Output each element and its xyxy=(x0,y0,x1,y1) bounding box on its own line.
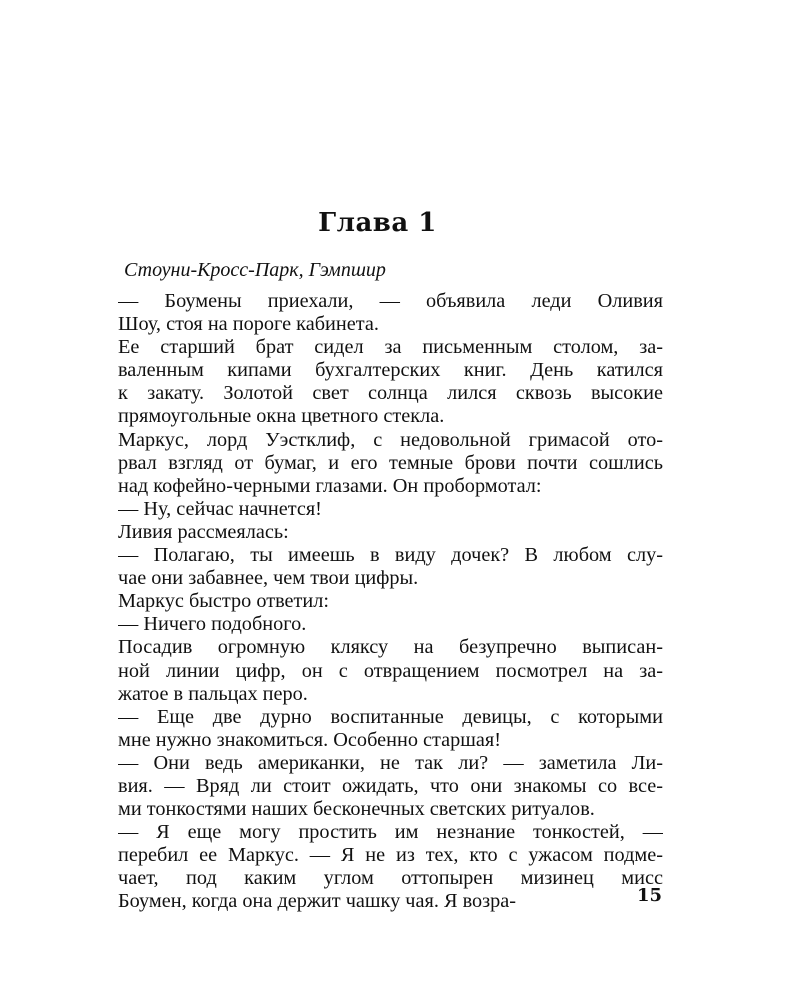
text-line: чае они забавнее, чем твои цифры. xyxy=(118,567,419,590)
text-line: — Ничего подобного. xyxy=(118,613,307,636)
text-line: перебил ее Маркус. — Я не из тех, кто с ужасом подме- xyxy=(118,844,663,867)
body-text xyxy=(118,290,663,914)
text-line: вия. — Вряд ли стоит ожидать, что они знакомы со все- xyxy=(118,774,663,797)
text-line: мне нужно знакомиться. Особенно старшая! xyxy=(118,728,501,751)
chapter-title: Глава 1 xyxy=(318,208,437,238)
text-line: ми тонкостями наших бесконечных светских ритуалов. xyxy=(118,798,595,821)
text-line: жатое в пальцах перо. xyxy=(118,682,308,705)
text-line: рвал взгляд от бумаг, и его темные брови почти сошлись xyxy=(118,451,663,474)
page-number: 15 xyxy=(636,885,662,906)
text-line: к закату. Золотой свет солнца лился сквозь высокие xyxy=(118,382,663,405)
text-line: — Я еще могу простить им незнание тонкостей, — xyxy=(118,821,663,844)
text-line: ной линии цифр, он с отвращением посмотрел на за- xyxy=(118,659,663,682)
text-line: прямоугольные окна цветного стекла. xyxy=(118,405,445,428)
text-line: — Они ведь американки, не так ли? — заметила Ли- xyxy=(118,751,663,774)
text-line: Маркус быстро ответил: xyxy=(118,590,330,613)
text-line: — Ну, сейчас начнется! xyxy=(118,497,322,520)
text-line: Шоу, стоя на пороге кабинета. xyxy=(118,313,379,336)
text-line: — Полагаю, ты имеешь в виду дочек? В любом слу- xyxy=(118,544,663,567)
text-line: — Еще две дурно воспитанные девицы, с которыми xyxy=(118,705,663,728)
text-line: Маркус, лорд Уэстклиф, с недовольной гримасой ото- xyxy=(118,428,663,451)
chapter-location: Стоуни-Кросс-Парк, Гэмпшир xyxy=(124,259,386,281)
text-line: Ее старший брат сидел за письменным столом, за- xyxy=(118,336,663,359)
text-line: — Боумены приехали, — объявила леди Оливия xyxy=(118,290,663,312)
text-line: Посадив огромную кляксу на безупречно выписан- xyxy=(118,636,663,659)
text-line: Ливия рассмеялась: xyxy=(118,520,289,543)
text-line: чает, под каким углом оттопырен мизинец мисс xyxy=(118,867,663,890)
text-line: Боумен, когда она держит чашку чая. Я возра- xyxy=(118,890,517,913)
text-line: над кофейно-черными глазами. Он пробормотал: xyxy=(118,474,542,497)
text-line: валенным кипами бухгалтерских книг. День катился xyxy=(118,359,663,382)
